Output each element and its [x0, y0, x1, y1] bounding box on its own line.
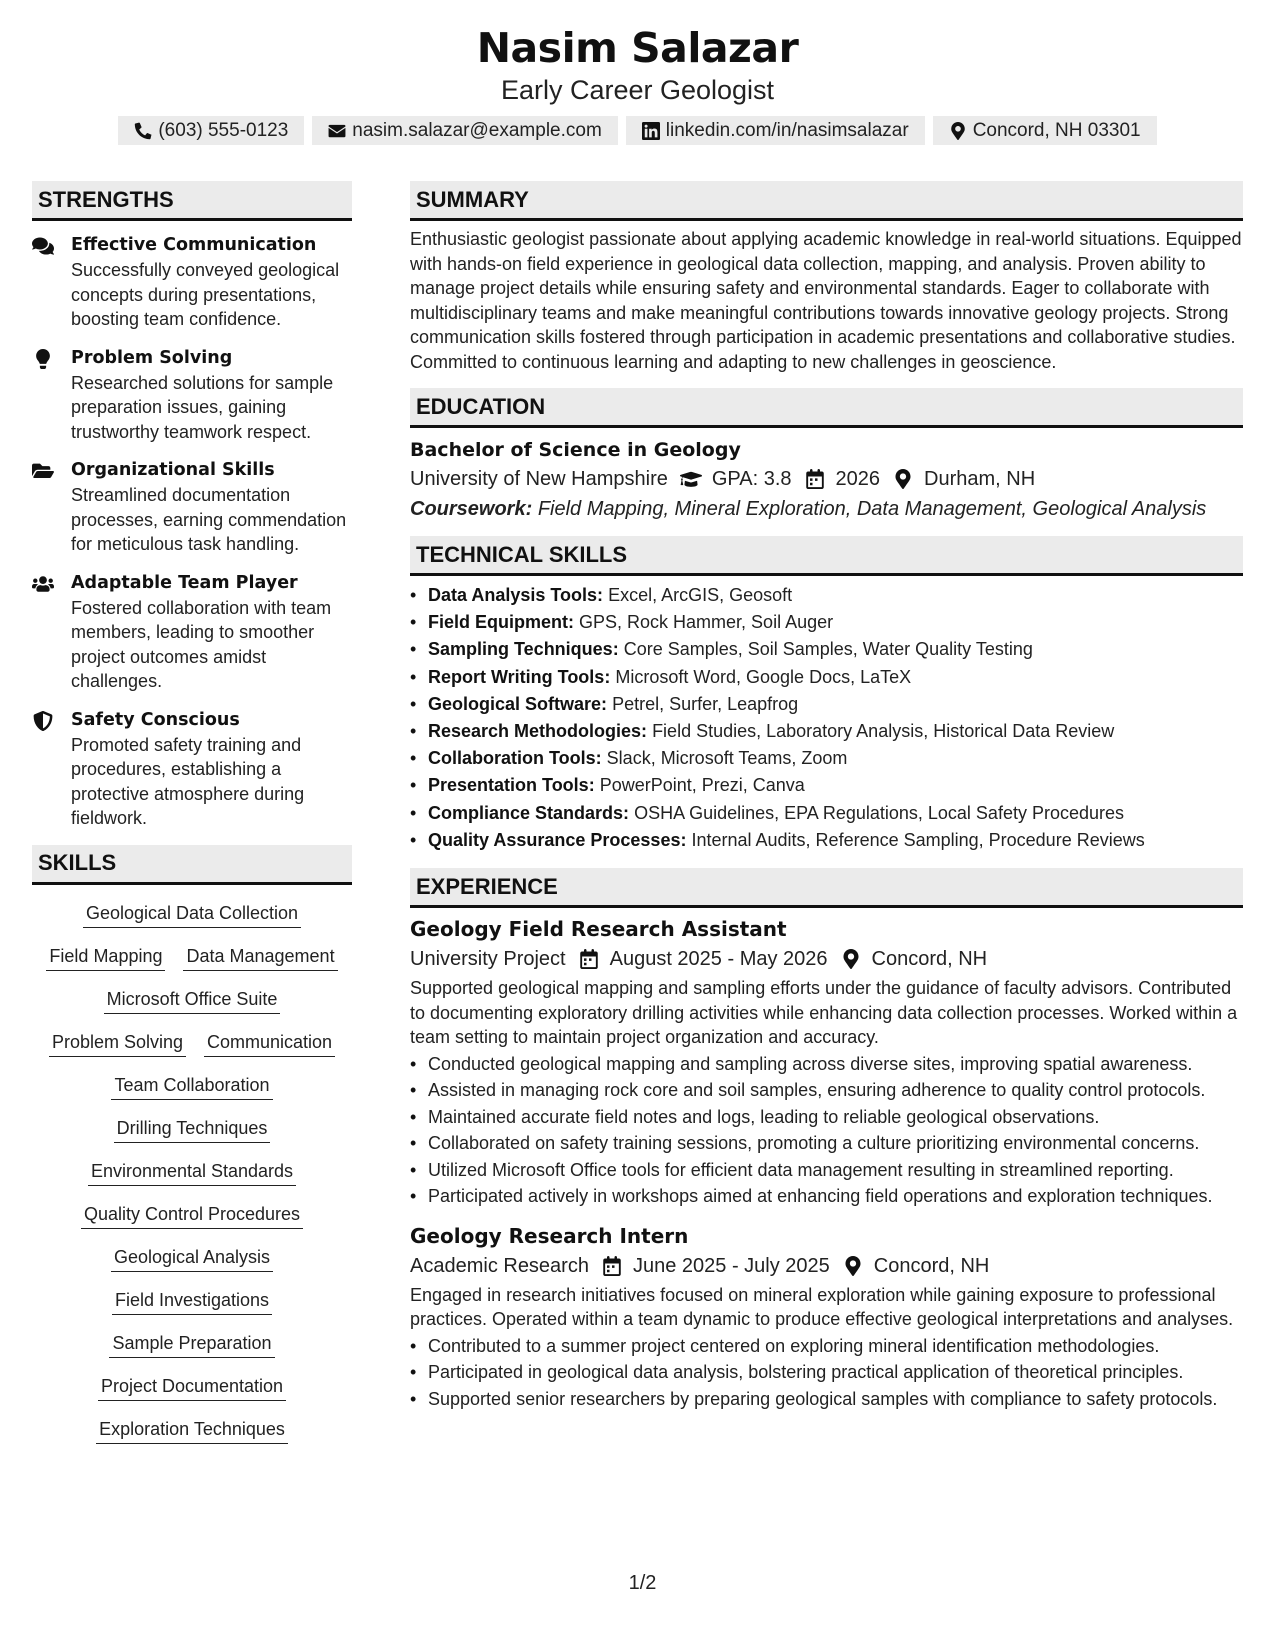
contact-phone-text: (603) 555-0123: [158, 119, 289, 141]
comments-icon: [32, 236, 54, 256]
education-meta: [410, 464, 1243, 494]
skill-pill: Project Documentation: [98, 1374, 286, 1401]
strength-title: Effective Communication: [71, 235, 317, 255]
strength-desc: Successfully conveyed geological concepts during presentations, boosting team confidence.: [71, 260, 340, 329]
education-entry: [410, 436, 1243, 524]
experience-entry: [410, 1221, 1243, 1412]
coursework-label: Coursework:: [410, 498, 533, 520]
job-org: Academic Research: [410, 1254, 589, 1277]
job-bullets: [410, 1052, 1243, 1209]
strengths-list: [32, 233, 352, 831]
gpa: GPA: 3.8: [711, 468, 792, 490]
tech-skill-item: • Report Writing Tools: Microsoft Word, Google Docs, LaTeX: [410, 664, 1243, 691]
left-column: [32, 181, 352, 1444]
strength-title: Safety Conscious: [71, 709, 240, 730]
job-bullet: • Maintained accurate field notes and logs, leading to reliable geological observations.: [410, 1105, 1243, 1130]
candidate-title: Early Career Geologist: [500, 75, 775, 105]
strength-item: [32, 346, 352, 445]
contact-location-text: Concord, NH 03301: [972, 119, 1141, 141]
job-meta: [410, 1251, 1243, 1281]
map-pin-icon: [892, 469, 914, 489]
map-pin-icon: [949, 122, 967, 140]
contact-phone[interactable]: [118, 116, 304, 145]
skill-pill: Geological Analysis: [111, 1245, 273, 1272]
users-icon: [32, 574, 54, 594]
strength-item: [32, 458, 352, 557]
tech-skill-item: • Collaboration Tools: Slack, Microsoft Teams, Zoom: [410, 745, 1243, 772]
skills-section: [32, 845, 352, 1444]
strength-item: [32, 571, 352, 694]
job-description: Engaged in research initiatives focused on mineral exploration while gaining exposure to professional practices. Operated within a team dynamic to produce effective geological interpretations and analyses.: [410, 1284, 1234, 1330]
page-number: 1/2: [628, 1572, 657, 1594]
strength-item: [32, 708, 352, 831]
strength-title: Organizational Skills: [71, 460, 275, 480]
lightbulb-icon: [32, 349, 54, 369]
strength-title: Problem Solving: [71, 347, 233, 368]
job-bullet: • Conducted geological mapping and sampling across diverse sites, improving spatial awareness.: [410, 1052, 1243, 1077]
job-location: Concord, NH: [871, 948, 988, 971]
skill-pill: Environmental Standards: [88, 1159, 296, 1186]
job-bullet: • Participated actively in workshops aimed at enhancing field operations and exploration techniques.: [410, 1184, 1243, 1209]
calendar-icon: [804, 469, 826, 489]
skill-pill: Geological Data Collection: [83, 901, 301, 928]
graduation-year: 2026: [835, 468, 881, 490]
job-dates: June 2025 - July 2025: [632, 1254, 830, 1277]
job-bullet: • Assisted in managing rock core and soil samples, ensuring adherence to quality control protocols.: [410, 1078, 1243, 1103]
education-location: Durham, NH: [924, 468, 1036, 490]
coursework-list: Field Mapping, Mineral Exploration, Data Management, Geological Analysis: [537, 498, 1207, 520]
skill-pill: Communication: [204, 1030, 335, 1057]
tech-skill-item: • Quality Assurance Processes: Internal Audits, Reference Sampling, Procedure Reviews: [410, 827, 1243, 854]
job-bullet: • Participated in geological data analysis, bolstering practical application of theoretical principles.: [410, 1360, 1243, 1385]
job-title: Geology Field Research Assistant: [410, 917, 787, 942]
right-column: [410, 181, 1243, 1411]
technical-skills-list: [410, 582, 1243, 854]
tech-skill-item: • Data Analysis Tools: Excel, ArcGIS, Geosoft: [410, 582, 1243, 609]
skill-pill: Field Mapping: [46, 944, 165, 971]
skill-pill: Field Investigations: [112, 1288, 272, 1315]
skill-pill: Sample Preparation: [109, 1331, 274, 1358]
contact-email-text: nasim.salazar@example.com: [352, 119, 602, 141]
contact-linkedin-text: linkedin.com/in/nasimsalazar: [665, 119, 909, 141]
skill-pill: Exploration Techniques: [96, 1417, 288, 1444]
shield-icon: [32, 711, 54, 731]
tech-skill-item: • Sampling Techniques: Core Samples, Soil Samples, Water Quality Testing: [410, 636, 1243, 663]
strength-desc: Researched solutions for sample preparation issues, gaining trustworthy teamwork respect.: [71, 372, 334, 442]
skills-heading: SKILLS: [32, 845, 352, 885]
school-name: University of New Hampshire: [410, 468, 668, 490]
tech-skill-item: • Compliance Standards: OSHA Guidelines, EPA Regulations, Local Safety Procedures: [410, 800, 1243, 827]
job-meta: [410, 944, 1243, 974]
folder-open-icon: [32, 461, 54, 481]
job-title: Geology Research Intern: [410, 1223, 689, 1248]
job-bullets: [410, 1334, 1243, 1412]
graduation-cap-icon: [680, 469, 702, 489]
map-pin-icon: [840, 949, 862, 969]
skill-pill: Quality Control Procedures: [81, 1202, 303, 1229]
job-org: University Project: [410, 948, 566, 971]
tech-skill-item: • Presentation Tools: PowerPoint, Prezi, Canva: [410, 772, 1243, 799]
resume-header: [0, 0, 1275, 145]
contact-location: [933, 116, 1157, 145]
job-bullet: • Supported senior researchers by preparing geological samples with compliance to safety protocols.: [410, 1387, 1243, 1412]
calendar-icon: [601, 1256, 623, 1276]
job-bullet: • Utilized Microsoft Office tools for efficient data management resulting in streamlined reporting.: [410, 1158, 1243, 1183]
experience-entry: [410, 914, 1243, 1209]
envelope-icon: [328, 122, 346, 140]
strength-desc: Promoted safety training and procedures, establishing a protective atmosphere during fieldwork.: [71, 734, 305, 828]
job-dates: August 2025 - May 2026: [609, 948, 828, 971]
phone-icon: [134, 122, 152, 140]
tech-skill-item: • Field Equipment: GPS, Rock Hammer, Soil Auger: [410, 609, 1243, 636]
job-bullet: • Contributed to a summer project centered on exploring mineral identification methodologies.: [410, 1334, 1243, 1359]
job-location: Concord, NH: [873, 1254, 990, 1277]
contact-email[interactable]: [312, 116, 618, 145]
strength-title: Adaptable Team Player: [71, 572, 298, 593]
strengths-heading: STRENGTHS: [32, 181, 352, 221]
strength-item: [32, 233, 352, 332]
strength-desc: Streamlined documentation processes, earning commendation for meticulous task handling.: [71, 485, 347, 554]
education-heading: EDUCATION: [410, 388, 1243, 428]
candidate-name: Nasim Salazar: [476, 24, 799, 72]
skill-pill: Team Collaboration: [111, 1073, 272, 1100]
coursework-line: [410, 494, 1243, 524]
skills-pill-list: [32, 885, 352, 1444]
tech-skill-item: • Research Methodologies: Field Studies, Laboratory Analysis, Historical Data Review: [410, 718, 1243, 745]
skill-pill: Drilling Techniques: [114, 1116, 271, 1143]
map-pin-icon: [842, 1256, 864, 1276]
skill-pill: Microsoft Office Suite: [104, 987, 281, 1014]
calendar-icon: [578, 949, 600, 969]
summary-text: Enthusiastic geologist passionate about applying academic knowledge in real-world situations. Equipped with hands-on field experience in geological data collection, mapping, and analysis. Proven ability to manage project details while ensuring safety and environmental standards. Eager to collaborate with multidisciplinary teams and make meaningful contributions towards innovative geology projects. Strong communication skills fostered through participation in academic presentations and collaborative studies. Committed to continuous learning and adapting to new challenges in geoscience.: [410, 229, 1242, 372]
job-description: Supported geological mapping and sampling efforts under the guidance of faculty advisors. Contributed to documenting exploratory drilling activities while enhancing data collection processes. Worked within a team setting to maintain project organization and accuracy.: [410, 978, 1238, 1048]
experience-heading: EXPERIENCE: [410, 868, 1243, 908]
summary-heading: SUMMARY: [410, 181, 1243, 221]
strength-desc: Fostered collaboration with team members, leading to smoother project outcomes amidst challenges.: [71, 597, 332, 691]
skill-pill: Problem Solving: [49, 1030, 186, 1057]
contact-linkedin[interactable]: [626, 116, 925, 145]
degree-title: Bachelor of Science in Geology: [410, 439, 741, 461]
tech-skill-item: • Geological Software: Petrel, Surfer, Leapfrog: [410, 691, 1243, 718]
job-bullet: • Collaborated on safety training sessions, promoting a culture prioritizing environmental concerns.: [410, 1131, 1243, 1156]
linkedin-icon: [642, 122, 660, 140]
technical-skills-heading: TECHNICAL SKILLS: [410, 536, 1243, 576]
skill-pill: Data Management: [183, 944, 337, 971]
contact-bar: [0, 116, 1275, 145]
